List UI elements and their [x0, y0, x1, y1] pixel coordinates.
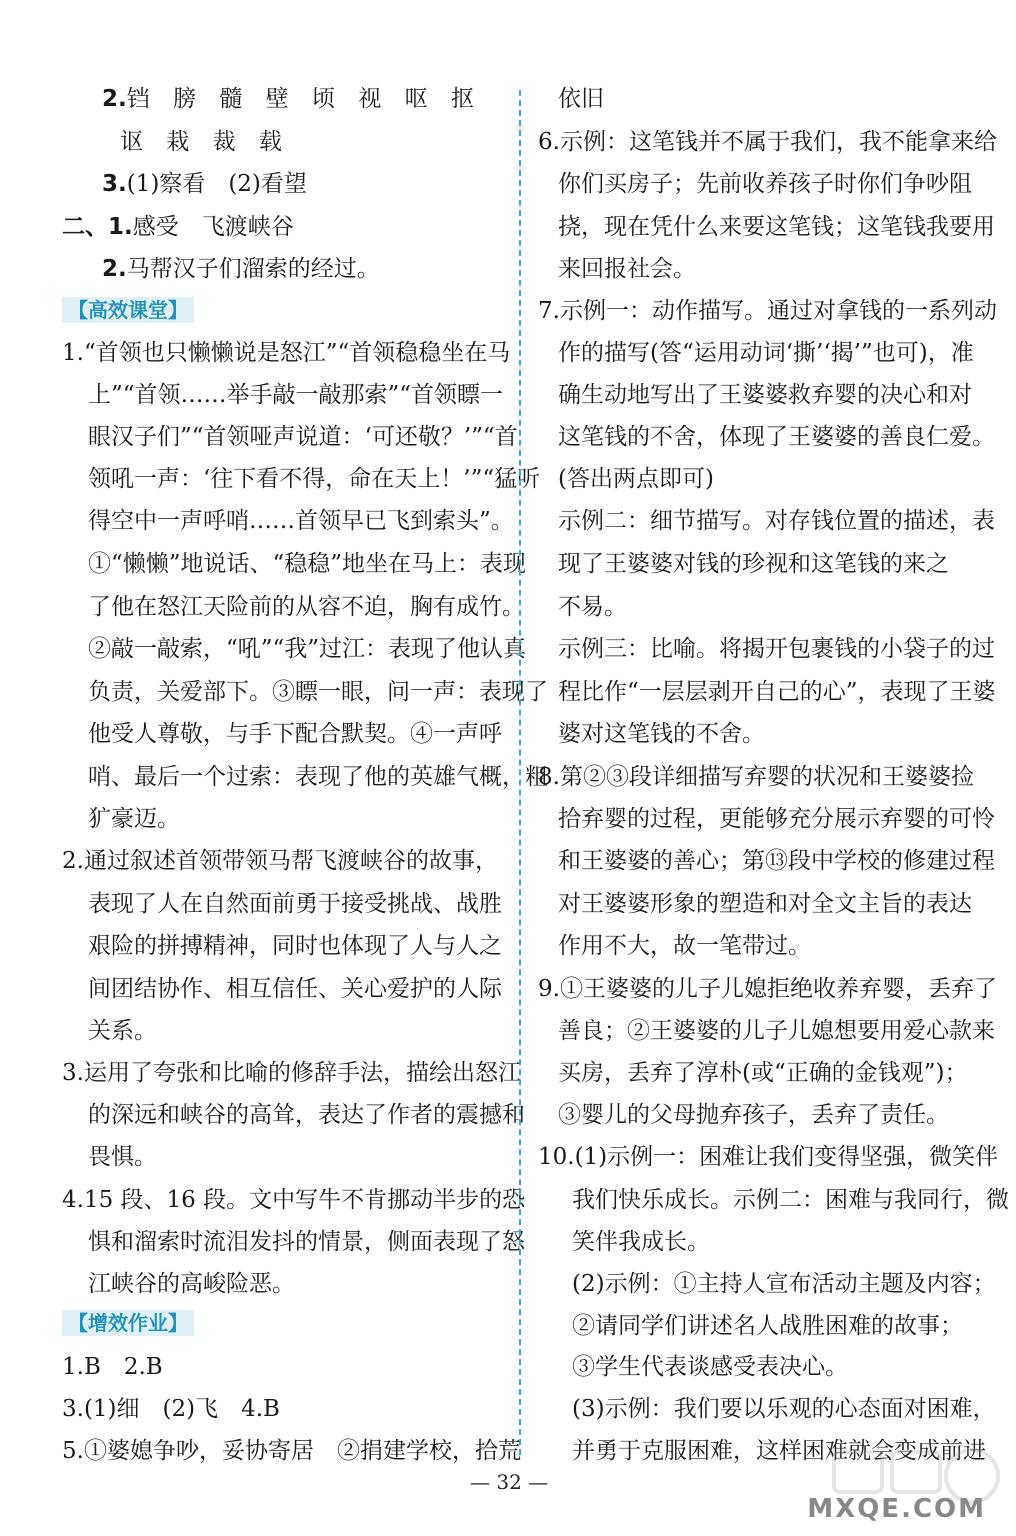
- text-line: 犷豪迈。: [88, 806, 180, 832]
- text-line: ②请同学们讲述名人战胜困难的故事；: [572, 1313, 963, 1339]
- text-line: 6.示例：这笔钱并不属于我们，我不能拿来给: [538, 129, 997, 155]
- text-line: 眼汉子们”“首领哑声说道：‘可还敬？’”“首: [88, 424, 518, 450]
- text-line: 程比作“一层层剥开自己的心”，表现了王婆: [558, 679, 996, 705]
- text-line: 8.第②③段详细描写弃婴的状况和王婆婆捡: [538, 764, 974, 790]
- text-line: 现了王婆婆对钱的珍视和这笔钱的来之: [558, 551, 949, 577]
- section-2-answer-2: 2.马帮汉子们溜索的经过。: [102, 256, 380, 282]
- text-line: 惧和溜索时流泪发抖的情景，侧面表现了怒: [88, 1229, 525, 1255]
- text-line: 领吼一声：‘往下看不得，命在天上！’”“猛听: [88, 466, 541, 492]
- text-line: 我们快乐成长。示例二：困难与我同行，微: [572, 1187, 1009, 1213]
- text-line: 9.①王婆婆的儿子儿媳拒绝收养弃婴，丢弃了: [538, 976, 997, 1002]
- text-line: 作用不大，故一笔带过。: [558, 933, 811, 959]
- answer-2-line1: 2.铛 膀 髓 壁 顷 视 呕 抠: [102, 86, 482, 112]
- text-line: 江峡谷的高峻险恶。: [88, 1271, 295, 1297]
- text-line: 3.运用了夸张和比喻的修辞手法，描绘出怒江: [62, 1060, 521, 1086]
- text-line: 依旧: [558, 86, 604, 112]
- text-line: 的深远和峡谷的高耸，表达了作者的震撼和: [88, 1102, 525, 1128]
- text-line: 他受人尊敬，与手下配合默契。④一声呼: [88, 721, 502, 747]
- text-line: ②敲一敲索，“吼”“我”过江：表现了他认真: [88, 636, 527, 662]
- text-line: 婆对这笔钱的不舍。: [558, 721, 765, 747]
- text-line: 10.(1)示例一：困难让我们变得坚强，微笑伴: [538, 1144, 999, 1170]
- text-line: 了他在怒江天险前的从容不迫，胸有成竹。: [88, 594, 525, 620]
- column-divider: [519, 90, 521, 1455]
- text-line: 来回报社会。: [558, 256, 696, 282]
- text-line: 不易。: [558, 594, 627, 620]
- text-line: 确生动地写出了王婆婆救弃婴的决心和对: [558, 382, 972, 408]
- text-line: (2)示例：①主持人宣布活动主题及内容；: [572, 1271, 996, 1297]
- text-line: 得空中一声呼哨……首领早已飞到索头”。: [88, 508, 514, 534]
- watermark-text: MXQE.COM: [807, 1494, 986, 1524]
- text-line: ③学生代表谈感受表决心。: [572, 1354, 848, 1380]
- text-line: (3)示例：我们要以乐观的心态面对困难，: [572, 1396, 996, 1422]
- text-line: 示例三：比喻。将揭开包裹钱的小袋子的过: [558, 636, 995, 662]
- page-number: — 32 —: [470, 1470, 549, 1494]
- text-line: 1.“首领也只懒懒说是怒江”“首领稳稳坐在马: [62, 340, 511, 366]
- text-line: 1.B 2.B: [62, 1354, 163, 1380]
- text-line: 哨、最后一个过索：表现了他的英雄气概，粗: [88, 764, 548, 790]
- text-line: 善良；②王婆婆的儿子儿媳想要用爱心款来: [558, 1018, 995, 1044]
- section-tag-efficient-class: 【高效课堂】: [62, 297, 194, 323]
- text-line: 这笔钱的不舍，体现了王婆婆的善良仁爱。: [558, 424, 995, 450]
- text-line: 5.①婆媳争吵，妥协寄居 ②捐建学校，拾荒: [62, 1438, 521, 1464]
- text-line: 买房，丢弃了淳朴(或“正确的金钱观”)；: [558, 1060, 968, 1086]
- answer-2-line2: 讴 栽 裁 载: [120, 129, 290, 155]
- text-line: 上”“首领……举手敲一敲那索”“首领瞟一: [88, 382, 504, 408]
- text-line: 畏惧。: [88, 1144, 157, 1170]
- text-line: 关系。: [88, 1018, 157, 1044]
- text-line: ③婴儿的父母抛弃孩子，丢弃了责任。: [558, 1102, 949, 1128]
- text-line: 3.(1)细 (2)飞 4.B: [62, 1396, 280, 1422]
- text-line: 艰险的拼搏精神，同时也体现了人与人之: [88, 933, 502, 959]
- text-line: 和王婆婆的善心；第⑬段中学校的修建过程: [558, 848, 995, 874]
- text-line: 并勇于克服困难，这样困难就会变成前进: [572, 1438, 986, 1464]
- text-line: 你们买房子；先前收养孩子时你们争吵阻: [558, 171, 972, 197]
- text-line: 间团结协作、相互信任、关心爱护的人际: [88, 976, 502, 1002]
- text-line: ①“懒懒”地说话、“稳稳”地坐在马上：表现: [88, 551, 527, 577]
- text-line: 表现了人在自然面前勇于接受挑战、战胜: [88, 891, 502, 917]
- text-line: 负责，关爱部下。③瞟一眼，问一声：表现了: [88, 679, 548, 705]
- answer-3: 3.(1)察看 (2)看望: [102, 171, 307, 197]
- section-2-answer-1: 二、1.感受 飞渡峡谷: [62, 214, 294, 240]
- text-line: 7.示例一：动作描写。通过对拿钱的一系列动: [538, 298, 997, 324]
- text-line: 2.通过叙述首领带领马帮飞渡峡谷的故事，: [62, 848, 498, 874]
- text-line: 作的描写(答“运用动词‘撕’‘揭’”也可)，准: [558, 340, 974, 366]
- text-line: (答出两点即可): [558, 466, 714, 492]
- text-line: 示例二：细节描写。对存钱位置的描述，表: [558, 508, 995, 534]
- text-line: 笑伴我成长。: [572, 1229, 710, 1255]
- text-line: 4.15 段、16 段。文中写牛不肯挪动半步的恐: [62, 1187, 526, 1213]
- section-tag-homework: 【增效作业】: [62, 1310, 194, 1336]
- text-line: 挠，现在凭什么来要这笔钱；这笔钱我要用: [558, 214, 995, 240]
- text-line: 拾弃婴的过程，更能够充分展示弃婴的可怜: [558, 806, 995, 832]
- text-line: 对王婆婆形象的塑造和对全文主旨的表达: [558, 891, 972, 917]
